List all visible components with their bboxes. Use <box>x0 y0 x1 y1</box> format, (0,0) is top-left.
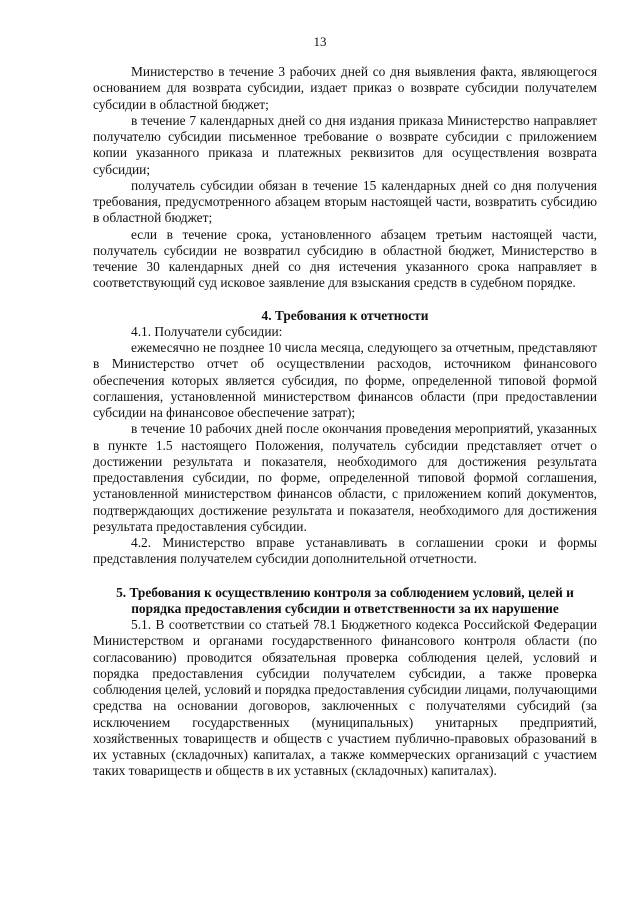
paragraph-5-1: 5.1. В соответствии со статьей 78.1 Бюджетного кодекса Российской Федерации Министерством и органами государственного финансового контроля области (по согласованию) проводится обязательная проверка соблюдения целей, условий и порядка предоставления субсидии получателем субсидии, а также проверка соблюдения целей, условий и порядка предоставления субсидии лицами, получающими средства на основании договоров, заключенных с получателями субсидий (за исключением государственных (муниципальных) унитарных предприятий, хозяйственных товариществ и обществ с участием публично-правовых образований в их уставных (складочных) капиталах, а также коммерческих организаций с участием таких товариществ и обществ в их уставных (складочных) капиталах). <box>93 617 597 779</box>
section-5-heading: 5. Требования к осуществлению контроля за соблюдением условий, целей и порядка предоставления субсидии и ответственности за их нарушение <box>116 584 574 616</box>
paragraph-monthly-report: ежемесячно не позднее 10 числа месяца, следующего за отчетным, представляют в Министерство отчет об осуществлении расходов, источником финансового обеспечения которых является субсидия, по форме, определенной типовой формой соглашения, установленной министерством финансов области (при предоставлении субсидии на финансовое обеспечение затрат); <box>93 340 597 420</box>
page-number: 13 <box>313 34 327 49</box>
paragraph-court-claim: если в течение срока, установленного абзацем третьим настоящей части, получатель субсидии не возвратил субсидию в областной бюджет, Министерство в течение 30 календарных дней со дня истечения указанного срока направляет в соответствующий суд исковое заявление для взыскания средств в судебном порядке. <box>93 226 597 291</box>
paragraph-written-demand: в течение 7 календарных дней со дня издания приказа Министерство направляет получателю субсидии письменное требование о возврате субсидии с приложением копии указанного приказа и платежных реквизитов для осуществления возврата субсидии; <box>93 112 597 177</box>
paragraph-4-1: 4.1. Получатели субсидии: <box>131 323 283 339</box>
paragraph-return-order: Министерство в течение 3 рабочих дней со дня выявления факта, являющегося основанием для возврата субсидии, издает приказ о возврате субсидии получателем субсидии в областной бюджет; <box>93 64 597 112</box>
paragraph-4-2: 4.2. Министерство вправе устанавливать в соглашении сроки и формы представления получателем субсидии дополнительной отчетности. <box>93 535 597 567</box>
document-body <box>93 64 597 780</box>
paragraph-return-obligation: получатель субсидии обязан в течение 15 календарных дней со дня получения требования, предусмотренного абзацем вторым настоящей части, возвратить субсидию в областной бюджет; <box>93 177 597 226</box>
paragraph-result-report: в течение 10 рабочих дней после окончания проведения мероприятий, указанных в пункте 1.5 настоящего Положения, получатель субсидии представляет отчет о достижении результата и показателя, необходимого для достижения результата предоставления субсидии, по форме, определенной типовой формой соглашения, установленной министерством финансов области, с приложением копий документов, подтверждающих достижение результата и показателя, необходимого для достижения результата предоставления субсидии. <box>93 421 597 534</box>
section-4-heading: 4. Требования к отчетности <box>261 307 429 323</box>
